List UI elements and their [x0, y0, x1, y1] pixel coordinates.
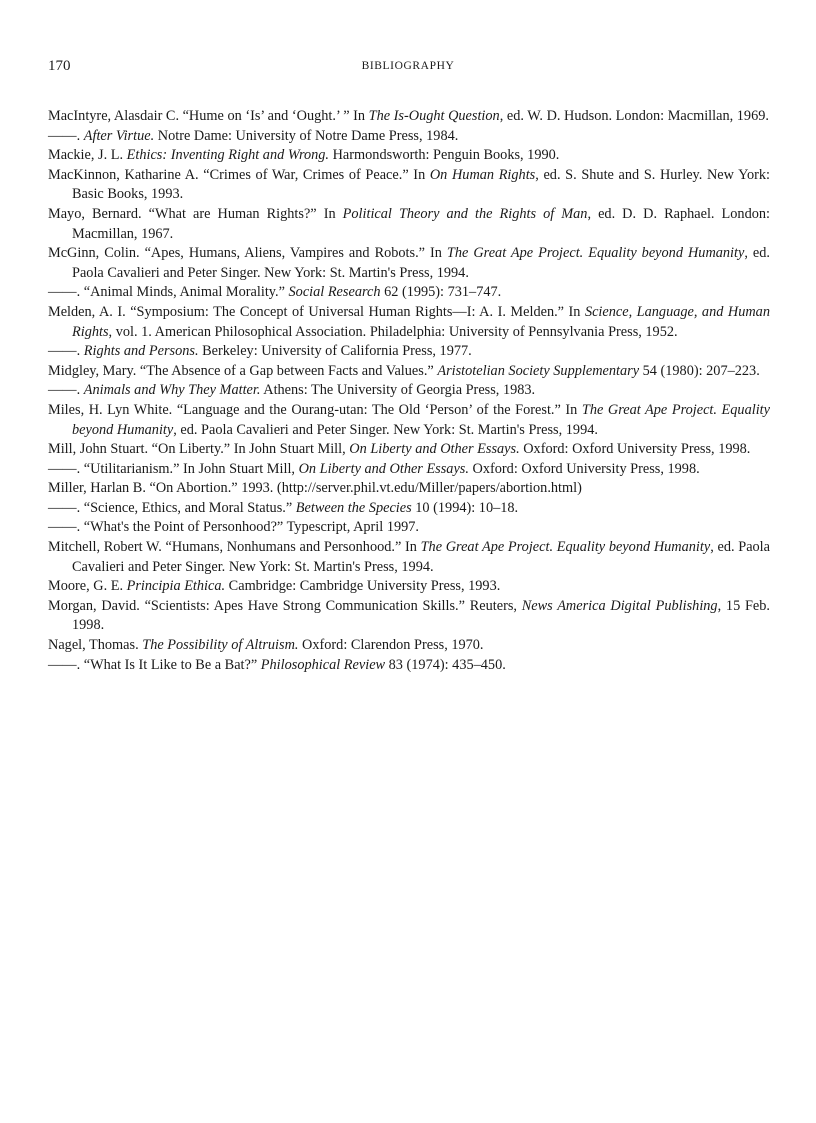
- entry-text: Oxford: Clarendon Press, 1970.: [298, 637, 484, 654]
- entry-text: , ed. Paola Cavalieri and Peter Singer. New York: St. Martin's Press, 1994.: [72, 245, 770, 281]
- entry-text: Oxford: Oxford University Press, 1998.: [519, 441, 751, 458]
- entry-text: , vol. 1. American Philosophical Association. Philadelphia: University of Pennsylvania Press, 1952.: [108, 323, 678, 340]
- entry-title-italic: Ethics: Inventing Right and Wrong.: [126, 147, 330, 164]
- entry-text: , ed. S. Shute and S. Hurley. New York: Basic Books, 1993.: [72, 166, 770, 203]
- entry-title-italic: On Human Rights: [429, 166, 536, 183]
- entry-title-italic: Science, Language, and Human Rights: [72, 303, 770, 340]
- entry-text: Mill, John Stuart. “On Liberty.” In John Stuart Mill,: [48, 441, 350, 458]
- entry-text: Morgan, David. “Scientists: Apes Have Strong Communication Skills.” Reuters,: [48, 597, 522, 614]
- entry-text: 62 (1995): 731–747.: [380, 284, 502, 301]
- entry-text: Cambridge: Cambridge University Press, 1993.: [225, 578, 501, 595]
- entry-text: , ed. W. D. Hudson. London: Macmillan, 1969.: [499, 108, 769, 124]
- bibliography-entry: [48, 479, 770, 499]
- entry-text: Athens: The University of Georgia Press, 1983.: [260, 382, 536, 399]
- entry-text: 54 (1980): 207–223.: [639, 362, 760, 379]
- entry-title-italic: The Great Ape Project. Equality beyond Humanity: [446, 245, 745, 262]
- bibliography-entry: [48, 577, 770, 597]
- entry-text: ——. “Animal Minds, Animal Morality.”: [48, 284, 289, 301]
- bibliography-list: [48, 107, 770, 675]
- bibliography-entry: [48, 538, 770, 577]
- entry-text: Mackie, J. L.: [48, 147, 127, 164]
- entry-title-italic: On Liberty and Other Essays.: [298, 460, 469, 477]
- bibliography-entry: [48, 518, 770, 538]
- bibliography-entry: [48, 342, 770, 362]
- entry-title-italic: On Liberty and Other Essays.: [349, 441, 520, 458]
- entry-text: Miles, H. Lyn White. “Language and the Ourang-utan: The Old ‘Person’ of the Forest.” In: [48, 401, 582, 418]
- entry-text: , ed. Paola Cavalieri and Peter Singer. New York: St. Martin's Press, 1994.: [72, 539, 771, 575]
- bibliography-entry: [48, 362, 770, 382]
- bibliography-entry: [48, 401, 770, 440]
- entry-text: , ed. D. D. Raphael. London: Macmillan, 1967.: [72, 205, 770, 242]
- entry-title-italic: Animals and Why They Matter.: [83, 382, 261, 399]
- entry-text: Mayo, Bernard. “What are Human Rights?” In: [48, 205, 343, 222]
- entry-text: Miller, Harlan B. “On Abortion.” 1993. (http://server.phil.vt.edu/Miller/papers/abortion.html): [48, 480, 582, 497]
- bibliography-entry: [48, 205, 770, 244]
- entry-text: Midgley, Mary. “The Absence of a Gap between Facts and Values.”: [48, 362, 438, 379]
- entry-text: MacIntyre, Alasdair C. “Hume on ‘Is’ and ‘Ought.’ ” In: [48, 108, 369, 124]
- bibliography-entry: [48, 597, 770, 636]
- entry-title-italic: News America Digital Publishing: [521, 597, 718, 614]
- page-number: 170: [48, 58, 71, 74]
- entry-title-italic: Philosophical Review: [260, 656, 386, 673]
- entry-text: Nagel, Thomas.: [48, 637, 143, 654]
- bibliography-entry: [48, 283, 770, 303]
- entry-text: ——.: [48, 382, 84, 399]
- entry-text: Harmondsworth: Penguin Books, 1990.: [329, 147, 560, 164]
- bibliography-entry: [48, 303, 770, 342]
- entry-title-italic: Aristotelian Society Supplementary: [437, 362, 640, 379]
- entry-title-italic: Political Theory and the Rights of Man: [342, 205, 588, 222]
- bibliography-entry: [48, 656, 770, 676]
- entry-text: 10 (1994): 10–18.: [411, 499, 519, 516]
- entry-text: Moore, G. E.: [48, 578, 127, 595]
- bibliography-entry: [48, 381, 770, 401]
- entry-text: McGinn, Colin. “Apes, Humans, Aliens, Vampires and Robots.” In: [48, 245, 447, 262]
- entry-text: , ed. Paola Cavalieri and Peter Singer. New York: St. Martin's Press, 1994.: [173, 421, 598, 438]
- entry-text: Berkeley: University of California Press, 1977.: [198, 343, 472, 360]
- entry-title-italic: Principia Ethica.: [126, 578, 226, 595]
- entry-title-italic: The Possibility of Altruism.: [142, 637, 299, 654]
- bibliography-entry: [48, 107, 770, 127]
- entry-text: ——.: [48, 127, 84, 144]
- entry-text: ——. “Science, Ethics, and Moral Status.”: [48, 499, 296, 516]
- bibliography-entry: [48, 636, 770, 656]
- entry-text: MacKinnon, Katharine A. “Crimes of War, Crimes of Peace.” In: [48, 166, 430, 183]
- entry-text: Oxford: Oxford University Press, 1998.: [468, 460, 700, 477]
- bibliography-entry: [48, 440, 770, 460]
- entry-text: Notre Dame: University of Notre Dame Press, 1984.: [154, 127, 459, 144]
- bibliography-entry: [48, 127, 770, 147]
- entry-text: ——. “What's the Point of Personhood?” Typescript, April 1997.: [48, 519, 419, 536]
- bibliography-entry: [48, 460, 770, 480]
- entry-title-italic: The Is-Ought Question: [368, 108, 500, 124]
- bibliography-entry: [48, 499, 770, 519]
- entry-title-italic: The Great Ape Project. Equality beyond Humanity: [420, 539, 711, 556]
- bibliography-entry: [48, 166, 770, 205]
- entry-title-italic: Rights and Persons.: [83, 343, 199, 360]
- entry-title-italic: Social Research: [288, 284, 381, 301]
- entry-text: ——. “Utilitarianism.” In John Stuart Mill,: [48, 460, 299, 477]
- entry-text: Mitchell, Robert W. “Humans, Nonhumans and Personhood.” In: [48, 539, 421, 556]
- entry-text: ——. “What Is It Like to Be a Bat?”: [48, 656, 261, 673]
- page-header: [48, 58, 768, 80]
- entry-title-italic: After Virtue.: [83, 127, 155, 144]
- entry-text: 83 (1974): 435–450.: [385, 656, 506, 673]
- bibliography-entry: [48, 146, 770, 166]
- bibliography-entry: [48, 244, 770, 283]
- entry-title-italic: Between the Species: [295, 499, 412, 516]
- entry-text: ——.: [48, 343, 84, 360]
- running-head: BIBLIOGRAPHY: [361, 60, 455, 72]
- entry-text: Melden, A. I. “Symposium: The Concept of Universal Human Rights—I: A. I. Melden.” In: [48, 303, 585, 320]
- entry-text: , 15 Feb. 1998.: [72, 597, 770, 634]
- entry-title-italic: The Great Ape Project. Equality beyond Humanity: [72, 401, 770, 438]
